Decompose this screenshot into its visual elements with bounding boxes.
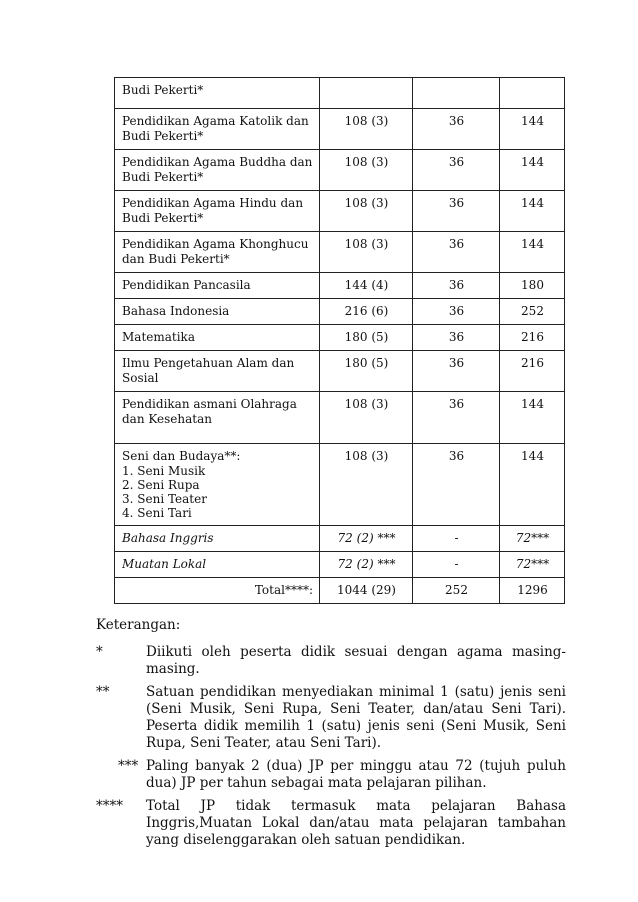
jp-cell: 108 (3) bbox=[320, 232, 413, 273]
note-text: Diikuti oleh peserta didik sesuai dengan agama masing-masing. bbox=[146, 644, 566, 677]
table-row bbox=[115, 273, 565, 299]
semester-cell: 36 bbox=[413, 351, 500, 392]
semester-cell: 36 bbox=[413, 444, 500, 526]
note-item bbox=[96, 684, 566, 752]
total-cell: 144 bbox=[500, 109, 565, 150]
note-mark: * bbox=[96, 644, 103, 660]
seni-title: Seni dan Budaya**: bbox=[122, 449, 241, 463]
subject-cell: Muatan Lokal bbox=[115, 552, 320, 578]
seni-item: 3. Seni Teater bbox=[122, 492, 207, 506]
semester-cell: 252 bbox=[413, 578, 500, 604]
total-cell: 216 bbox=[500, 325, 565, 351]
subject-cell: Pendidikan Pancasila bbox=[115, 273, 320, 299]
curriculum-table bbox=[114, 77, 565, 604]
semester-cell: 36 bbox=[413, 299, 500, 325]
note-mark: *** bbox=[118, 758, 139, 774]
table-row bbox=[115, 109, 565, 150]
note-mark: **** bbox=[96, 798, 123, 814]
total-cell: 144 bbox=[500, 232, 565, 273]
note-mark: ** bbox=[96, 684, 110, 700]
semester-cell: 36 bbox=[413, 325, 500, 351]
total-cell: 144 bbox=[500, 150, 565, 191]
total-label: Total****: bbox=[115, 578, 320, 604]
seni-list bbox=[122, 464, 313, 520]
jp-cell: 108 (3) bbox=[320, 191, 413, 232]
table-row bbox=[115, 299, 565, 325]
total-cell: 144 bbox=[500, 392, 565, 444]
total-row bbox=[115, 578, 565, 604]
note-item bbox=[96, 758, 566, 792]
total-cell bbox=[500, 78, 565, 109]
notes-section bbox=[96, 617, 566, 855]
subject-cell: Pendidikan Agama Katolik dan Budi Pekerti* bbox=[115, 109, 320, 150]
jp-cell: 144 (4) bbox=[320, 273, 413, 299]
jp-cell: 108 (3) bbox=[320, 109, 413, 150]
semester-cell bbox=[413, 78, 500, 109]
seni-cell bbox=[115, 444, 320, 526]
semester-cell: 36 bbox=[413, 191, 500, 232]
jp-cell: 216 (6) bbox=[320, 299, 413, 325]
subject-cell: Pendidikan Agama Buddha dan Budi Pekerti* bbox=[115, 150, 320, 191]
note-item bbox=[96, 798, 566, 849]
total-cell: 72*** bbox=[500, 552, 565, 578]
jp-cell: 108 (3) bbox=[320, 444, 413, 526]
jp-cell: 108 (3) bbox=[320, 392, 413, 444]
table-row bbox=[115, 526, 565, 552]
total-cell: 72*** bbox=[500, 526, 565, 552]
subject-cell: Bahasa Inggris bbox=[115, 526, 320, 552]
semester-cell: 36 bbox=[413, 109, 500, 150]
semester-cell: - bbox=[413, 552, 500, 578]
table-row bbox=[115, 191, 565, 232]
total-cell: 216 bbox=[500, 351, 565, 392]
seni-item: 4. Seni Tari bbox=[122, 506, 192, 520]
notes-title: Keterangan: bbox=[96, 617, 181, 633]
semester-cell: 36 bbox=[413, 273, 500, 299]
note-text: Paling banyak 2 (dua) JP per minggu atau 72 (tujuh puluh dua) JP per tahun sebagai mata pelajaran pilihan. bbox=[146, 758, 566, 791]
note-text: Total JP tidak termasuk mata pelajaran Bahasa Inggris,Muatan Lokal dan/atau mata pelajaran tambahan yang diselenggarakan oleh satuan pendidikan. bbox=[146, 798, 566, 848]
table-row bbox=[115, 325, 565, 351]
note-text: Satuan pendidikan menyediakan minimal 1 (satu) jenis seni (Seni Musik, Seni Rupa, Seni Teater, dan/atau Seni Tari). Peserta didik memilih 1 (satu) jenis seni (Seni Musik, Seni Rupa, Seni Teater, atau Seni Tari). bbox=[146, 684, 566, 751]
jp-cell: 108 (3) bbox=[320, 150, 413, 191]
semester-cell: 36 bbox=[413, 232, 500, 273]
subject-cell: Matematika bbox=[115, 325, 320, 351]
semester-cell: 36 bbox=[413, 392, 500, 444]
table-row bbox=[115, 392, 565, 444]
jp-cell: 180 (5) bbox=[320, 325, 413, 351]
subject-cell: Pendidikan Agama Khonghucu dan Budi Pekerti* bbox=[115, 232, 320, 273]
semester-cell: 36 bbox=[413, 150, 500, 191]
total-cell: 144 bbox=[500, 191, 565, 232]
jp-cell: 72 (2) *** bbox=[320, 526, 413, 552]
table-row bbox=[115, 78, 565, 109]
table-row bbox=[115, 444, 565, 526]
total-cell: 1296 bbox=[500, 578, 565, 604]
semester-cell: - bbox=[413, 526, 500, 552]
table-row bbox=[115, 351, 565, 392]
subject-cell: Budi Pekerti* bbox=[115, 78, 320, 109]
subject-cell: Pendidikan Agama Hindu dan Budi Pekerti* bbox=[115, 191, 320, 232]
subject-cell: Bahasa Indonesia bbox=[115, 299, 320, 325]
jp-cell: 72 (2) *** bbox=[320, 552, 413, 578]
table-row bbox=[115, 552, 565, 578]
total-cell: 252 bbox=[500, 299, 565, 325]
total-cell: 180 bbox=[500, 273, 565, 299]
table-row bbox=[115, 232, 565, 273]
table-row bbox=[115, 150, 565, 191]
subject-cell: Pendidikan asmani Olahraga dan Kesehatan bbox=[115, 392, 320, 444]
seni-item: 1. Seni Musik bbox=[122, 464, 206, 478]
total-cell: 144 bbox=[500, 444, 565, 526]
note-item bbox=[96, 644, 566, 678]
jp-cell: 180 (5) bbox=[320, 351, 413, 392]
jp-cell bbox=[320, 78, 413, 109]
jp-cell: 1044 (29) bbox=[320, 578, 413, 604]
subject-cell: Ilmu Pengetahuan Alam dan Sosial bbox=[115, 351, 320, 392]
seni-item: 2. Seni Rupa bbox=[122, 478, 200, 492]
